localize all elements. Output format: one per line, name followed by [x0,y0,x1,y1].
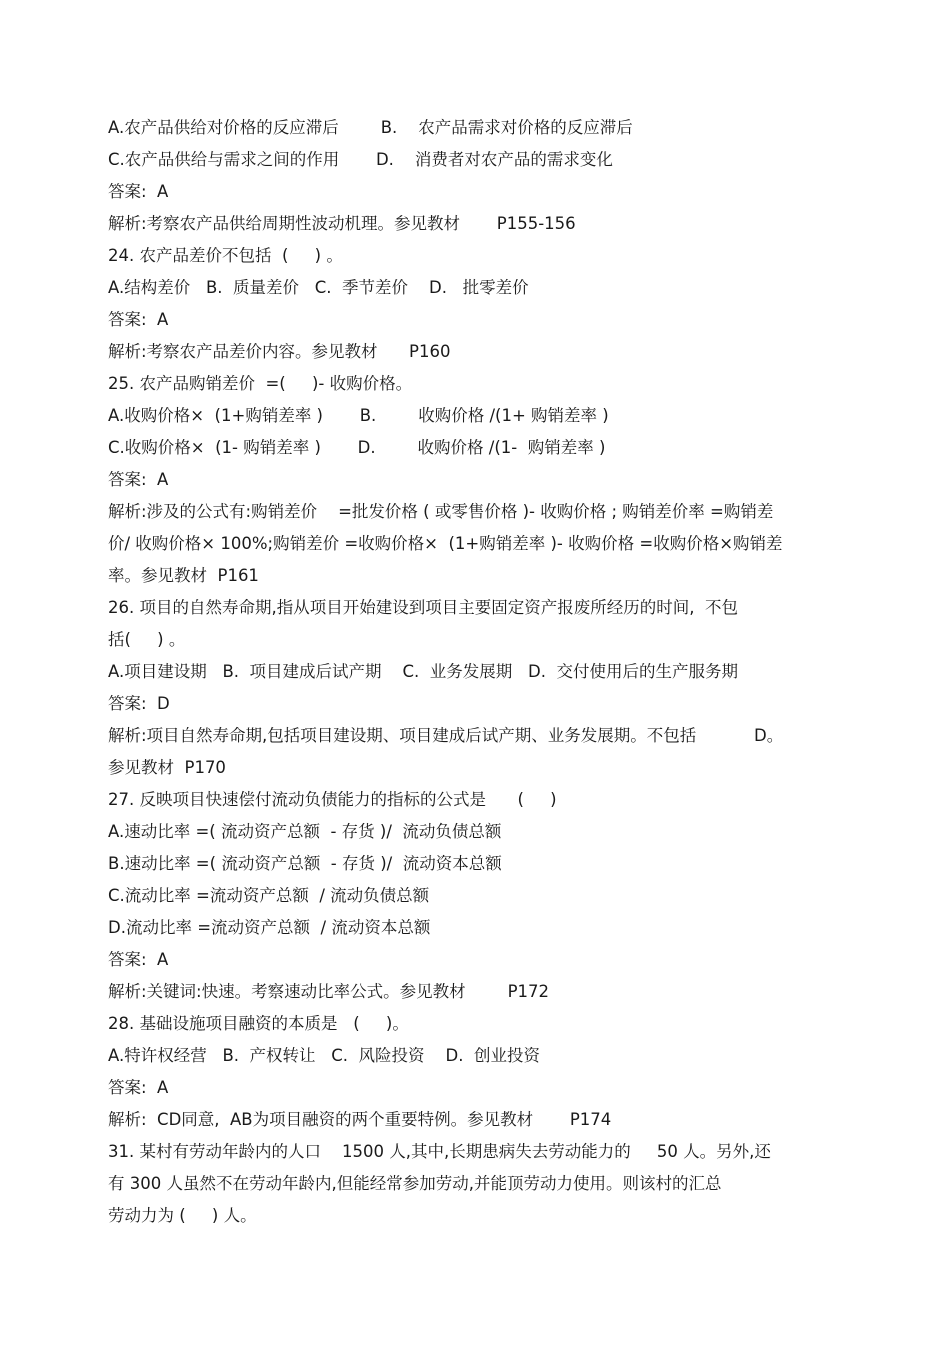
text-line: 答案: A [108,182,169,201]
text-line: 参见教材 P170 [108,758,226,777]
text-line: 解析:关键词:快速。考察速动比率公式。参见教材 P172 [108,982,550,1001]
text-line: A.速动比率 =( 流动资产总额 - 存货 )/ 流动负债总额 [108,822,502,841]
text-line: 答案: A [108,950,169,969]
text-line: 24. 农产品差价不包括 ( ) 。 [108,246,343,265]
text-line: A.农产品供给对价格的反应滞后 B. 农产品需求对价格的反应滞后 [108,118,633,137]
text-line: A.项目建设期 B. 项目建成后试产期 C. 业务发展期 D. 交付使用后的生产服务期 [108,662,738,681]
text-line: B.速动比率 =( 流动资产总额 - 存货 )/ 流动资本总额 [108,854,502,873]
text-line: C.收购价格× (1- 购销差率 ) D. 收购价格 /(1- 购销差率 ) [108,438,606,457]
text-line: 31. 某村有劳动年龄内的人口 1500 人,其中,长期患病失去劳动能力的 50 人。另外,还 [108,1142,771,1161]
text-line: 有 300 人虽然不在劳动年龄内,但能经常参加劳动,并能顶劳动力使用。则该村的汇总 [108,1174,722,1193]
text-line: C.农产品供给与需求之间的作用 D. 消费者对农产品的需求变化 [108,150,613,169]
text-line: 25. 农产品购销差价 =( )- 收购价格。 [108,374,413,393]
text-line: 答案: A [108,310,169,329]
text-line: A.特许权经营 B. 产权转让 C. 风险投资 D. 创业投资 [108,1046,540,1065]
text-line: 解析: CD同意, AB为项目融资的两个重要特例。参见教材 P174 [108,1110,612,1129]
text-line: 答案: A [108,1078,169,1097]
text-line: 率。参见教材 P161 [108,566,259,585]
text-line: 价/ 收购价格× 100%;购销差价 =收购价格× (1+购销差率 )- 收购价格 =收购价格×购销差 [108,534,783,553]
text-line: 解析:考察农产品供给周期性波动机理。参见教材 P155-156 [108,214,576,233]
text-line: 答案: D [108,694,170,713]
text-line: 解析:考察农产品差价内容。参见教材 P160 [108,342,451,361]
text-line: 括( ) 。 [108,630,186,649]
text-line: D.流动比率 =流动资产总额 / 流动资本总额 [108,918,431,937]
text-line: A.结构差价 B. 质量差价 C. 季节差价 D. 批零差价 [108,278,529,297]
text-line: 答案: A [108,470,169,489]
text-line: C.流动比率 =流动资产总额 / 流动负债总额 [108,886,430,905]
text-line: 解析:项目自然寿命期,包括项目建设期、项目建成后试产期、业务发展期。不包括 D。 [108,726,784,745]
text-line: 27. 反映项目快速偿付流动负债能力的指标的公式是 ( ) [108,790,557,809]
text-line: 劳动力为 ( ) 人。 [108,1206,257,1225]
text-line: 28. 基础设施项目融资的本质是 ( )。 [108,1014,409,1033]
text-line: 解析:涉及的公式有:购销差价 =批发价格 ( 或零售价格 )- 收购价格 ; 购销差价率 =购销差 [108,502,774,521]
text-line: A.收购价格× (1+购销差率 ) B. 收购价格 /(1+ 购销差率 ) [108,406,609,425]
text-line: 26. 项目的自然寿命期,指从项目开始建设到项目主要固定资产报废所经历的时间, 不包 [108,598,738,617]
